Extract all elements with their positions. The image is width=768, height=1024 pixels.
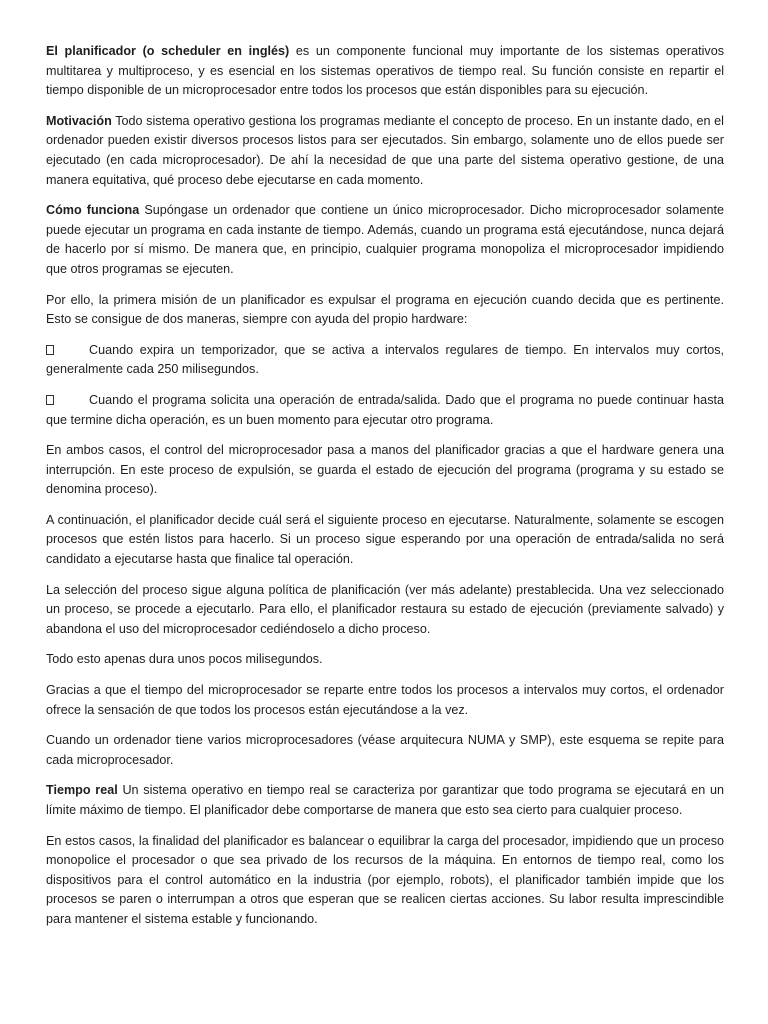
paragraph-como-funciona	[46, 201, 724, 279]
paragraph-intro-lead: El planificador (o scheduler en inglés)	[46, 44, 290, 58]
document-page	[46, 42, 724, 941]
paragraph-motivacion-text: Todo sistema operativo gestiona los programas mediante el concepto de proceso. En un instante dado, en el ordenador pueden existir diversos procesos listos para ser ejecutados. Sin embargo, solamente uno de ellos puede ser ejecutado (en cada microprocesador). De ahí la necesidad de que una parte del sistema operativo gestione, de una manera equitativa, qué proceso debe ejecutarse en cada momento.	[46, 113, 724, 187]
bullet-item-text: Cuando el programa solicita una operación de entrada/salida. Dado que el programa no puede continuar hasta que termine dicha operación, es un buen momento para ejecutar otro programa.	[46, 392, 724, 427]
paragraph-intro	[46, 42, 724, 101]
paragraph-intro-text: es un componente funcional muy importante de los sistemas operativos multitarea y multiproceso, y es esencial en los sistemas operativos de tiempo real. Su función consiste en repartir el tiempo disponible de un microprocesador entre todos los procesos que están disponibles para su ejecución.	[46, 44, 724, 98]
bullet-icon	[46, 341, 89, 361]
paragraph-duracion: Todo esto apenas dura unos pocos milisegundos.	[46, 652, 323, 667]
paragraph-tiempo-real-text: Un sistema operativo en tiempo real se caracteriza por garantizar que todo programa se ejecutará en un límite máximo de tiempo. El planificador debe comportarse de manera que esto sea cierto para cualquier proceso.	[46, 783, 724, 817]
paragraph-balanceo: En estos casos, la finalidad del planificador es balancear o equilibrar la carga del procesador, impidiendo que un proceso monopolice el procesador o que sea privado de los recursos de la máquina. En entornos de tiempo real, como los dispositivos para el control automático en la industria (por ejemplo, robots), el planificador también impide que los procesos se paren o interrumpan a otros que esperan que se realicen ciertas acciones. Su labor resulta imprescindible para mantener el sistema estable y funcionando.	[46, 833, 724, 926]
paragraph-motivacion-lead: Motivación	[46, 113, 112, 128]
paragraph-como-funciona-lead: Cómo funciona	[46, 203, 140, 218]
bullet-icon	[46, 391, 89, 411]
bullet-item-entrada-salida	[46, 391, 724, 430]
paragraph-multiprocesador: Cuando un ordenador tiene varios microprocesadores (véase arquitecura NUMA y SMP), este esquema se repite para cada microprocesador.	[46, 733, 724, 767]
paragraph-tiempo-real	[46, 781, 724, 820]
paragraph-interrupcion: En ambos casos, el control del microprocesador pasa a manos del planificador gracias a que el hardware genera una interrupción. En este proceso de expulsión, se guarda el estado de ejecución del programa (programa y su estado se denomina proceso).	[46, 443, 724, 497]
paragraph-politica: La selección del proceso sigue alguna política de planificación (ver más adelante) prestablecida. Una vez seleccionado un proceso, se procede a ejecutarlo. Para ello, el planificador restaura su estado de ejecución (previamente salvado) y abandona el uso del microprocesador cediéndoselo a dicho proceso.	[46, 582, 724, 636]
paragraph-como-funciona-text: Supóngase un ordenador que contiene un único microprocesador. Dicho microprocesador solamente puede ejecutar un programa en cada instante de tiempo. Además, cuando un programa está ejecutándose, nunca dejará de hacerlo por sí mismo. De manera que, en principio, cualquier programa monopoliza el microprocesador impidiendo que otros programas se ejecuten.	[46, 203, 724, 276]
bullet-item-temporizador	[46, 341, 724, 380]
paragraph-tiempo-real-lead: Tiempo real	[46, 783, 118, 798]
paragraph-motivacion	[46, 112, 724, 190]
paragraph-sensacion: Gracias a que el tiempo del microprocesador se reparte entre todos los procesos a intervalos muy cortos, el ordenador ofrece la sensación de que todos los procesos están ejecutándose a la vez.	[46, 683, 724, 717]
paragraph-expulsion: Por ello, la primera misión de un planificador es expulsar el programa en ejecución cuando decida que es pertinente. Esto se consigue de dos maneras, siempre con ayuda del propio hardware:	[46, 292, 724, 327]
bullet-item-text: Cuando expira un temporizador, que se activa a intervalos regulares de tiempo. En intervalos muy cortos, generalmente cada 250 milisegundos.	[46, 342, 724, 377]
paragraph-siguiente-proceso: A continuación, el planificador decide cuál será el siguiente proceso en ejecutarse. Naturalmente, solamente se escogen procesos que estén listos para hacerlo. Si un proceso sigue esperando por una operación de entrada/salida no será candidato a ejecutarse hasta que finalice tal operación.	[46, 512, 724, 567]
